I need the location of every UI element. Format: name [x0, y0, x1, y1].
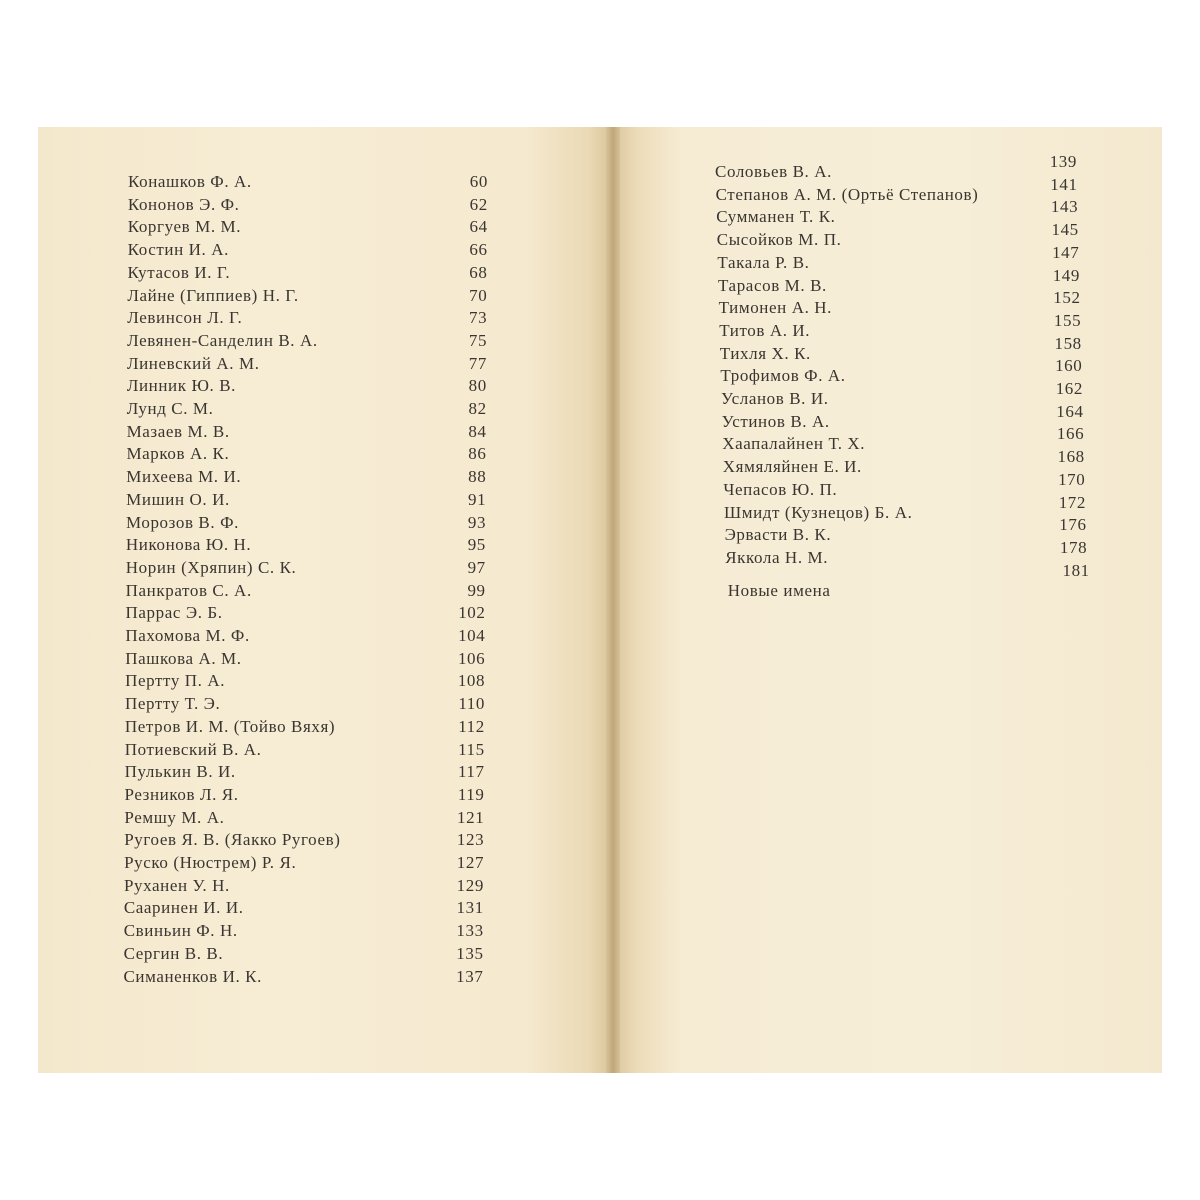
index-entry: [126, 490, 486, 512]
index-entry: [128, 240, 488, 262]
entry-page-number: 137: [456, 966, 484, 986]
entry-name: Пертту П. А.: [125, 671, 226, 691]
entry-name: Резников Л. Я.: [124, 784, 239, 804]
entry-name: Руханен У. Н.: [123, 875, 230, 895]
entry-name: Кутасов И. Г.: [127, 262, 231, 282]
entry-name: Ругоев Я. В. (Яакко Ругоев): [124, 830, 341, 850]
index-entry: [126, 581, 486, 603]
entry-name: Сергин В. В.: [123, 943, 224, 963]
index-entry: [127, 263, 487, 285]
entry-page-number: 160: [1055, 356, 1083, 376]
entry-page-number: 108: [457, 671, 486, 691]
entry-name: Свиньин Ф. Н.: [123, 921, 238, 941]
entry-name: Руско (Нюстрем) Р. Я.: [124, 853, 297, 872]
index-entry: [125, 717, 485, 739]
entry-name: Морозов В. Ф.: [126, 512, 239, 532]
entry-name: Лайне (Гиппиев) Н. Г.: [127, 285, 299, 305]
entry-page-number: 181: [1062, 560, 1090, 580]
entry-name: Чепасов Ю. П.: [723, 479, 838, 499]
entry-page-number: 99: [467, 580, 486, 600]
entry-name: Усланов В. И.: [721, 389, 829, 408]
index-entry: [126, 513, 486, 535]
entry-name: Пертту Т. Э.: [125, 694, 221, 714]
entry-name: Норин (Хряпин) С. К.: [125, 557, 297, 577]
entry-page-number: 106: [457, 648, 486, 668]
entry-page-number: 131: [456, 898, 484, 918]
entry-page-number: 70: [469, 285, 488, 305]
entry-name: Паррас Э. Б.: [125, 603, 223, 623]
entry-name: Михеева М. И.: [126, 467, 242, 487]
entry-page-number: 121: [457, 807, 485, 827]
entry-page-number: 62: [469, 194, 488, 214]
index-entry: [124, 808, 484, 830]
entry-page-number: 143: [1050, 197, 1079, 217]
entry-name: Левянен-Санделин В. А.: [127, 330, 318, 350]
entry-name: Никонова Ю. Н.: [125, 535, 252, 555]
entry-name: Хямяляйнен Е. И.: [722, 457, 862, 477]
entry-name: Соловьев В. А.: [715, 162, 832, 181]
book-gutter: [606, 127, 620, 1073]
entry-page-number: 164: [1056, 401, 1084, 421]
index-entry: [126, 444, 486, 466]
entry-page-number: 104: [458, 626, 486, 645]
entry-name: Степанов А. М. (Ортьё Степанов): [715, 184, 979, 204]
entry-name: Симаненков И. К.: [123, 966, 262, 986]
index-entry: [128, 217, 488, 239]
entry-name: Марков А. К.: [126, 444, 230, 464]
entry-page-number: 158: [1054, 333, 1082, 353]
index-entry: [124, 921, 484, 943]
entry-name: Устинов В. А.: [721, 411, 830, 431]
entry-name: Тарасов М. В.: [718, 275, 827, 295]
entry-page-number: 68: [469, 262, 488, 282]
entry-name: Конашков Ф. А.: [128, 172, 252, 191]
index-entry: [124, 876, 484, 898]
entry-page-number: 168: [1057, 447, 1085, 467]
entry-page-number: 60: [469, 172, 488, 191]
entry-name: Левинсон Л. Г.: [127, 308, 243, 328]
entry-name: Пашкова А. М.: [125, 648, 242, 668]
index-entry: [124, 853, 484, 875]
entry-page-number: 176: [1059, 515, 1087, 535]
entry-page-number: 133: [456, 921, 484, 941]
entry-page-number: 155: [1053, 310, 1082, 330]
entry-page-number: 119: [457, 784, 485, 804]
index-entry: [126, 467, 486, 489]
entry-page-number: 95: [467, 535, 486, 555]
entry-name: Сысойков М. П.: [716, 230, 842, 250]
index-entry: [125, 694, 485, 716]
entry-page-number: 102: [458, 603, 486, 623]
entry-page-number: 82: [468, 399, 487, 418]
entry-name: Шмидт (Кузнецов) Б. А.: [724, 502, 913, 522]
entry-name: Линевский А. М.: [126, 353, 260, 373]
entry-name: Линник Ю. В.: [126, 376, 237, 396]
entry-page-number: 152: [1053, 288, 1081, 308]
entry-page-number: 123: [456, 830, 485, 850]
entry-page-number: 127: [456, 853, 485, 872]
index-entry: [127, 376, 487, 398]
index-entry: [127, 308, 487, 330]
index-entry: [127, 422, 487, 444]
entry-name: Кононов Э. Ф.: [127, 194, 240, 214]
book-spread: [38, 127, 1162, 1073]
entry-page-number: 66: [469, 240, 488, 260]
entry-page-number: 88: [468, 467, 487, 487]
entry-page-number: 141: [1050, 174, 1078, 194]
index-entry: [727, 560, 1108, 603]
index-entry: [125, 671, 485, 693]
entry-name: Яккола Н. М.: [725, 547, 829, 567]
entry-page-number: 80: [468, 376, 487, 396]
entry-name: Лунд С. М.: [126, 399, 214, 418]
index-entry: [125, 762, 485, 784]
entry-page-number: 86: [468, 444, 487, 464]
index-entry: [126, 603, 486, 625]
entry-name: Пахомова М. Ф.: [125, 626, 250, 645]
entry-name: Ремшу М. А.: [124, 807, 225, 827]
entry-page-number: 170: [1058, 469, 1086, 489]
entry-page-number: 93: [467, 512, 487, 532]
entry-page-number: 129: [456, 875, 484, 895]
entry-page-number: 149: [1052, 265, 1080, 285]
entry-name: Коргуев М. М.: [127, 217, 242, 237]
index-entry: [124, 944, 484, 966]
entry-page-number: 84: [468, 421, 487, 441]
entry-name: Титов А. И.: [719, 320, 811, 340]
entry-page-number: 166: [1056, 424, 1085, 444]
entry-page-number: 64: [469, 217, 488, 237]
entry-page-number: 97: [467, 557, 486, 577]
entry-name: Эрвасти В. К.: [724, 525, 832, 545]
index-entry: [125, 649, 485, 671]
index-entry: [125, 740, 485, 762]
index-entry: [127, 399, 487, 421]
entry-page-number: 75: [468, 330, 488, 350]
entry-page-number: 172: [1058, 492, 1086, 512]
index-entry: [126, 535, 486, 557]
entry-name: Трофимов Ф. А.: [720, 366, 846, 386]
entry-name: Мишин О. И.: [126, 489, 230, 509]
entry-page-number: 147: [1052, 242, 1080, 262]
entry-page-number: 91: [467, 489, 487, 509]
entry-page-number: 178: [1059, 537, 1088, 557]
entry-page-number: 77: [468, 353, 487, 373]
entry-name: Пулькин В. И.: [124, 762, 236, 782]
entry-page-number: 135: [456, 943, 484, 963]
index-entry: [124, 785, 484, 807]
entry-page-number: 139: [1049, 152, 1077, 171]
entry-name: Такала Р. В.: [717, 252, 810, 272]
entry-name: Новые имена: [727, 580, 831, 600]
entry-page-number: 145: [1051, 220, 1079, 240]
entry-name: Сумманен Т. К.: [716, 207, 836, 227]
entry-name: Тихля Х. К.: [719, 343, 811, 363]
entry-name: Хаапалайнен Т. Х.: [722, 434, 866, 454]
entry-page-number: 117: [457, 762, 485, 782]
entry-page-number: 110: [458, 694, 485, 714]
entry-name: Потиевский В. А.: [124, 739, 262, 759]
index-entry: [124, 898, 484, 920]
index-entry: [128, 195, 488, 217]
entry-page-number: 73: [469, 308, 488, 328]
index-entry: [128, 172, 488, 194]
entry-page-number: 162: [1055, 379, 1083, 398]
index-entry: [126, 558, 486, 580]
entry-name: Костин И. А.: [127, 240, 229, 260]
entry-name: Тимонен А. Н.: [718, 298, 833, 318]
entry-name: Мазаев М. В.: [126, 421, 230, 441]
index-entry: [125, 626, 485, 648]
entry-name: Сааринен И. И.: [123, 898, 244, 918]
index-entry: [127, 331, 487, 353]
entry-page-number: 112: [458, 716, 485, 736]
entry-page-number: 115: [458, 739, 485, 759]
entry-name: Петров И. М. (Тойво Вяхя): [124, 716, 336, 736]
index-entry: [124, 830, 484, 852]
entry-name: Панкратов С. А.: [125, 580, 252, 600]
index-entry: [123, 967, 483, 989]
index-entry: [127, 354, 487, 376]
index-entry: [127, 286, 487, 308]
